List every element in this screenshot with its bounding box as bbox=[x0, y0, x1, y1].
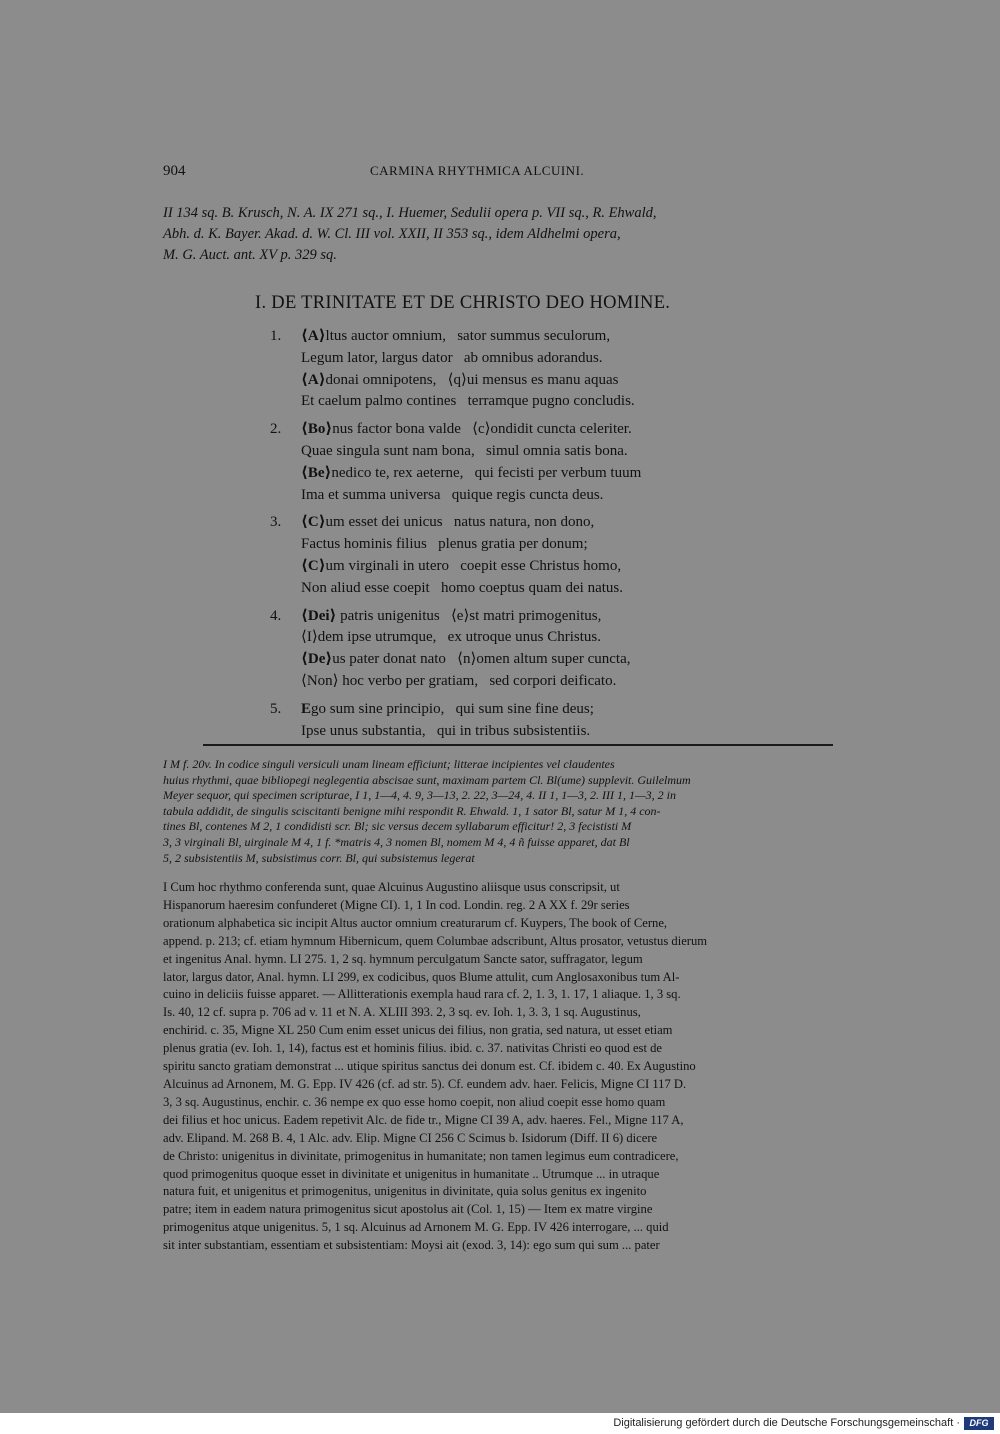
commentary-line: Is. 40, 12 cf. supra p. 706 ad v. 11 et N. A. XLIII 393. 2, 3 sq. ev. Ioh. 1, 3. 3, 1 sq. Augustinus, bbox=[163, 1005, 641, 1020]
verse-text: donai omnipotens, ⟨q⟩ui mensus es manu aquas bbox=[325, 371, 619, 388]
verse-text: Factus hominis filius plenus gratia per donum; bbox=[301, 536, 588, 553]
verse-line bbox=[301, 556, 790, 578]
commentary-line: adv. Elipand. M. 268 B. 4, 1 Alc. adv. Elip. Migne CI 256 C Scimus b. Isidorum (Diff. II 6) dicere bbox=[163, 1130, 658, 1145]
verse-text: ⟨Non⟩ hoc verbo per gratiam, sed corpori deificato. bbox=[301, 672, 617, 689]
commentary-line: lator, largus dator, Anal. hymn. LI 299, ex codicibus, quos Blume attulit, cum Anglosaxonibus tum Al- bbox=[163, 969, 680, 984]
commentary-line: spiritu sancto gratiam demonstrat ... utique spiritus sanctus dei donum est. Cf. ibidem c. 40. Ex Augustino bbox=[163, 1059, 696, 1074]
verse-text: um virginali in utero coepit esse Christus homo, bbox=[325, 557, 622, 574]
verse-text: go sum sine principio, qui sum sine fine deus; bbox=[311, 700, 594, 717]
page-header bbox=[0, 163, 1000, 185]
commentary-line: I Cum hoc rhythmo conferenda sunt, quae Alcuinus Augustino aliisque usus conscripsit, ut bbox=[163, 880, 620, 894]
stanza bbox=[270, 419, 790, 506]
commentary-line: primogenitus atque unigenitus. 5, 1 sq. Alcuinus ad Arnonem M. G. Epp. IV 426 interrogare, ... quid bbox=[163, 1220, 669, 1235]
stanza-number: 5. bbox=[270, 700, 282, 717]
verse-line bbox=[301, 627, 790, 649]
stanza bbox=[270, 512, 790, 599]
commentary-line: cuino in deliciis fuisse apparet. — Allitterationis exempla haud rara cf. 2, 1. 3, 1. 17, 1 aliaque. 1, 3 sq. bbox=[163, 987, 681, 1002]
poem-stanzas bbox=[270, 326, 790, 748]
apparatus-line: huius rhythmi, quae bibliopegi neglegentia abscisae sunt, maximam partem Cl. Bl(ume) supplevit. Guilelmum bbox=[163, 772, 691, 787]
commentary-line: 3, 3 sq. Augustinus, enchir. c. 36 nempe ex quo esse homo coepit, non aliud coepit esse homo quam bbox=[163, 1094, 666, 1109]
intro-line: II 134 sq. B. Krusch, N. A. IX 271 sq., I. Huemer, Sedulii opera p. VII sq., R. Ehwald, bbox=[163, 205, 657, 221]
verse-text: patris unigenitus ⟨e⟩st matri primogenitus, bbox=[336, 607, 602, 624]
verse-line bbox=[301, 419, 790, 441]
running-title: CARMINA RHYTHMICA ALCUINI. bbox=[370, 163, 585, 178]
verse-text: nedico te, rex aeterne, qui fecisti per verbum tuum bbox=[331, 464, 642, 481]
verse-initial: ⟨C⟩ bbox=[301, 557, 326, 574]
verse-text: Non aliud esse coepit homo coeptus quam dei natus. bbox=[301, 579, 624, 596]
verse-text: nus factor bona valde ⟨c⟩ondidit cuncta celeriter. bbox=[332, 421, 632, 438]
stanza-number: 2. bbox=[270, 421, 282, 438]
apparatus-line: 3, 3 virginali Bl, uirginale M 4, 1 f. *matris 4, 3 nomen Bl, nomem M 4, 4 ñ fuisse apparet, dat Bl bbox=[163, 834, 630, 849]
commentary-line: append. p. 213; cf. etiam hymnum Hibernicum, quem Columbae adscribunt, Altus prosator, vetustus dierum bbox=[163, 933, 708, 948]
verse-line bbox=[301, 649, 790, 671]
stanza bbox=[270, 606, 790, 693]
verse-initial: ⟨Bo⟩ bbox=[301, 421, 333, 438]
verse-line bbox=[301, 671, 790, 693]
digitization-footer bbox=[0, 1413, 1000, 1434]
commentary-line: dei filius et hoc unicus. Eadem repetivit Alc. de fide tr., Migne CI 39 A, adv. haeres. Fel., Migne 117 A, bbox=[163, 1112, 684, 1127]
verse-text: Quae singula sunt nam bona, simul omnia satis bona. bbox=[301, 442, 628, 459]
page-number: 904 bbox=[163, 163, 186, 179]
verse-initial: ⟨C⟩ bbox=[301, 514, 326, 531]
apparatus-line: I M f. 20v. In codice singuli versiculi unam lineam efficiunt; litterae incipientes vel claudentes bbox=[163, 757, 615, 771]
commentary-line: et ingenitus Anal. hymn. LI 275. 1, 2 sq. hymnum perculgatum Sancte sator, suffragator, legum bbox=[163, 951, 643, 966]
intro-line: Abh. d. K. Bayer. Akad. d. W. Cl. III vol. XXII, II 353 sq., idem Aldhelmi opera, bbox=[163, 226, 621, 242]
commentary-line: orationum alphabetica sic incipit Altus auctor omnium creaturarum cf. Kuypers, The book of Cerne, bbox=[163, 915, 668, 930]
verse-line bbox=[301, 512, 790, 534]
verse-text: ⟨I⟩dem ipse utrumque, ex utroque unus Christus. bbox=[301, 629, 601, 646]
apparatus-line: tines Bl, contenes M 2, 1 condidisti scr. Bl; sic versus decem syllabarum efficitur! 2, 3 fecististi M bbox=[163, 819, 632, 834]
verse-initial: ⟨A⟩ bbox=[301, 328, 326, 344]
funding-credit: Digitalisierung gefördert durch die Deutsche Forschungsgemeinschaft · bbox=[613, 1417, 960, 1429]
verse-initial: E bbox=[301, 700, 312, 717]
stanza-number: 1. bbox=[270, 328, 282, 344]
verse-line bbox=[301, 348, 790, 370]
verse-line bbox=[301, 326, 790, 348]
intro-line: M. G. Auct. ant. XV p. 329 sq. bbox=[163, 247, 337, 263]
commentary-notes bbox=[163, 879, 837, 1255]
commentary-line: sit inter substantiam, essentiam et subsistentiam: Moysi ait (exod. 3, 14): ego sum qui sum ... pater bbox=[163, 1238, 660, 1253]
commentary-line: plenus gratia (ev. Ioh. 1, 14), factus est et hominis filius. ibid. c. 37. nativitas Christi eo quod est de bbox=[163, 1041, 662, 1056]
apparatus-line: Meyer sequor, qui specimen scripturae, I 1, 1—4, 4. 9, 3—13, 2. 22, 3—24, 4. II 1, 1—3, 2. III 1, 1—3, 2 in bbox=[163, 788, 676, 803]
commentary-line: enchirid. c. 35, Migne XL 250 Cum enim esset unicus dei filius, non gratia, sed natura, ut esset etiam bbox=[163, 1023, 673, 1038]
verse-line bbox=[301, 534, 790, 556]
verse-line bbox=[301, 391, 790, 413]
dfg-logo-icon: DFG bbox=[964, 1417, 994, 1430]
verse-line bbox=[301, 699, 790, 721]
stanza-number: 4. bbox=[270, 607, 282, 624]
apparatus-line: tabula addidit, de singulis sciscitanti benigne mihi respondit R. Ehwald. 1, 1 sator Bl, satur M 1, 4 con- bbox=[163, 803, 661, 818]
commentary-line: Hispanorum haeresim confunderet (Migne CI). 1, 1 In cod. Londin. reg. 2 A XX f. 29r series bbox=[163, 897, 630, 912]
verse-text: ltus auctor omnium, sator summus seculorum, bbox=[325, 328, 611, 344]
commentary-line: quod primogenitus quoque esset in divinitate et unigenitus in humanitate .. Utrumque ... in utraque bbox=[163, 1166, 660, 1181]
verse-text: Ima et summa universa quique regis cuncta deus. bbox=[301, 486, 604, 503]
verse-line bbox=[301, 370, 790, 392]
verse-line bbox=[301, 606, 790, 628]
verse-text: Et caelum palmo contines terramque pugno concludis. bbox=[301, 393, 635, 410]
commentary-line: patre; item in eadem natura primogenitus sicut apostolus ait (Col. 1, 15) — Item ex matre virgine bbox=[163, 1202, 653, 1217]
verse-line bbox=[301, 463, 790, 485]
commentary-line: natura fuit, et unigenitus et primogenitus, unigenitus in divinitate, quia solus genitus ex ingenito bbox=[163, 1184, 647, 1199]
verse-line bbox=[301, 441, 790, 463]
poem-title: I. DE TRINITATE ET DE CHRISTO DEO HOMINE. bbox=[255, 293, 671, 313]
stanza bbox=[270, 326, 790, 413]
verse-initial: ⟨Be⟩ bbox=[301, 464, 332, 481]
stanza-number: 3. bbox=[270, 514, 282, 531]
verse-initial: ⟨De⟩ bbox=[301, 651, 333, 668]
verse-text: Ipse unus substantia, qui in tribus subsistentiis. bbox=[301, 722, 591, 739]
verse-initial: ⟨A⟩ bbox=[301, 371, 326, 388]
apparatus-line: 5, 2 subsistentiis M, subsistimus corr. Bl, qui subsistemus legerat bbox=[163, 850, 475, 865]
critical-apparatus bbox=[163, 757, 837, 866]
commentary-line: Alcuinus ad Arnonem, M. G. Epp. IV 426 (cf. ad str. 5). Cf. eundem adv. haer. Felicis, Migne CI 117 D. bbox=[163, 1076, 687, 1091]
verse-text: us pater donat nato ⟨n⟩omen altum super cuncta, bbox=[332, 651, 631, 668]
verse-text: um esset dei unicus natus natura, non dono, bbox=[325, 514, 595, 531]
footnote-divider bbox=[203, 744, 833, 746]
verse-line bbox=[301, 721, 790, 743]
verse-initial: ⟨Dei⟩ bbox=[301, 607, 337, 624]
verse-line bbox=[301, 578, 790, 600]
stanza bbox=[270, 699, 790, 743]
verse-line bbox=[301, 485, 790, 507]
verse-text: Legum lator, largus dator ab omnibus adorandus. bbox=[301, 349, 603, 366]
intro-citations bbox=[163, 203, 837, 266]
commentary-line: de Christo: unigenitus in divinitate, primogenitus in humanitate; non tamen legimus eum contradicere, bbox=[163, 1148, 679, 1163]
